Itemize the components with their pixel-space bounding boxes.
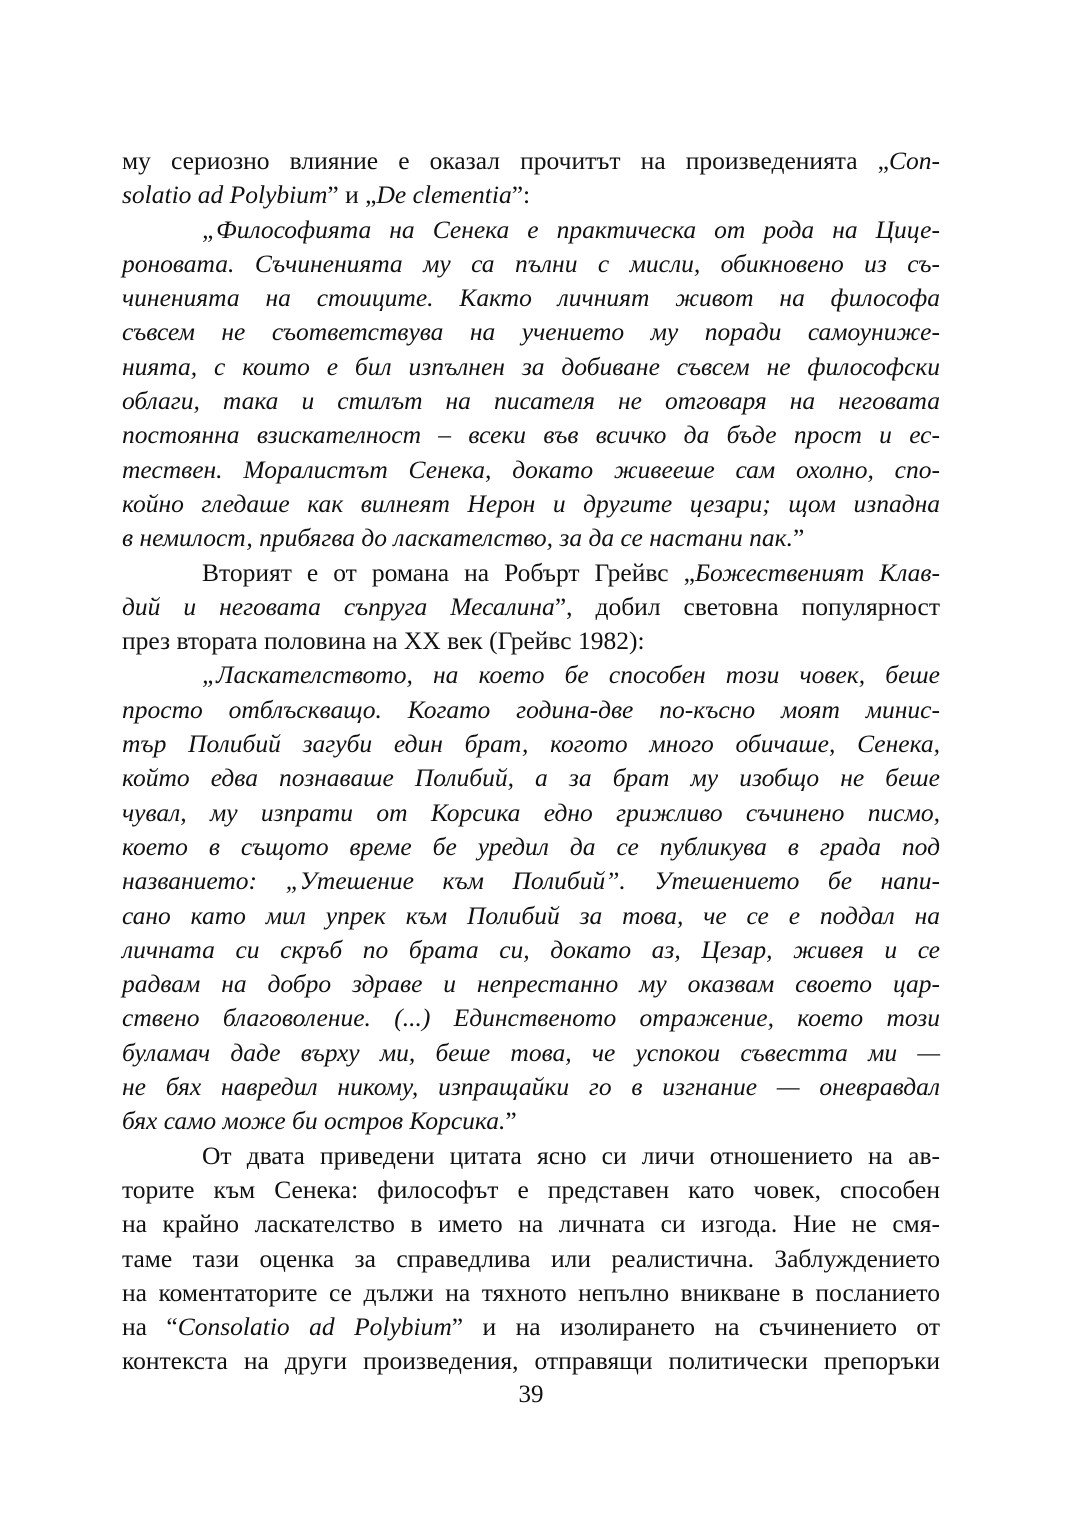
italic-text: ствено благоволение. (...) Единственото отражение, което този xyxy=(122,1003,940,1033)
italic-text: койно гледаше как вилнеят Нерон и другите цезари; щом изпадна xyxy=(122,488,940,518)
italic-text: тествен. Моралистът Сенека, докато живееше сам охолно, спо- xyxy=(122,454,940,484)
italic-text: което в същото време бе уредил да се публикува в града под xyxy=(122,831,940,861)
italic-text: бях само може би остров Корсика. xyxy=(122,1106,506,1136)
italic-text: сано като мил упрек към Полибий за това, че се е поддал на xyxy=(122,900,940,930)
italic-text: чиненията на стоиците. Както личният живот на философа xyxy=(122,283,940,313)
text-line xyxy=(122,521,940,555)
italic-text: тър Полибий загуби един брат, когото много обичаше, Сенека, xyxy=(122,729,940,759)
text-run: през втората половина на XX век (Грейвс 1982): xyxy=(122,626,645,656)
text-line xyxy=(122,864,940,898)
text-line xyxy=(122,967,940,1001)
italic-text: буламач даде върху ми, беше това, че успокои съвестта ми — xyxy=(122,1037,940,1067)
text-line xyxy=(122,727,940,761)
text-line xyxy=(122,144,940,178)
text-line xyxy=(122,693,940,727)
italic-text: чувал, му изпрати от Корсика едно грижливо съчинено писмо, xyxy=(122,797,940,827)
body-text xyxy=(122,144,940,1379)
text-line xyxy=(122,796,940,830)
italic-text: просто отблъскващо. Когато година-две по-късно моят минис- xyxy=(122,694,940,724)
text-line xyxy=(122,1242,940,1276)
italic-text: Con- xyxy=(889,146,940,175)
text-line xyxy=(122,178,940,212)
text-line xyxy=(122,1276,940,1310)
text-line xyxy=(122,487,940,521)
text-run: на “ xyxy=(122,1312,178,1342)
text-line xyxy=(122,899,940,933)
text-line xyxy=(122,1001,940,1035)
text-line xyxy=(122,1104,940,1138)
italic-text: Божественият Клав- xyxy=(694,557,940,587)
text-line xyxy=(122,658,940,692)
italic-text: който едва познаваше Полибий, а за брат му изобщо не беше xyxy=(122,763,940,793)
text-line xyxy=(122,213,940,247)
text-line xyxy=(122,590,940,624)
text-line xyxy=(122,1310,940,1344)
paragraph-intro xyxy=(122,144,940,213)
italic-text: solatio ad Polybium xyxy=(122,180,328,210)
text-run: на крайно ласкателство в името на личната си изгода. Ние не смя- xyxy=(122,1209,940,1239)
italic-text: Consolatio ad Polybium xyxy=(177,1312,452,1342)
text-line xyxy=(122,453,940,487)
text-line xyxy=(122,1070,940,1104)
paragraph-conclusion xyxy=(122,1139,940,1379)
text-run: таме тази оценка за справедлива или реалистична. Заблуждението xyxy=(122,1243,940,1273)
text-run: ” xyxy=(505,1106,517,1136)
text-run: ”, добил световна популярност xyxy=(554,591,940,621)
italic-text: названието: „Утешение към Полибий”. Утешението бе напи- xyxy=(122,866,940,896)
document-page xyxy=(122,0,940,1530)
text-line xyxy=(122,247,940,281)
text-run: ”: xyxy=(511,180,531,210)
text-line xyxy=(122,350,940,384)
text-line xyxy=(122,315,940,349)
text-line xyxy=(122,281,940,315)
italic-text: „Философията на Сенека е практическа от рода на Цице- xyxy=(202,214,940,244)
page-number: 39 xyxy=(518,1381,544,1408)
italic-text: в немилост, прибягва до ласкателство, за да се настани пак. xyxy=(122,523,793,553)
italic-text: De clementia xyxy=(376,180,512,210)
italic-text: облаги, така и стилът на писателя не отговаря на неговата xyxy=(122,386,940,416)
text-line xyxy=(122,830,940,864)
italic-text: не бях навредил никому, изпращайки го в изгнание — оневравдал xyxy=(122,1072,940,1102)
text-line xyxy=(122,384,940,418)
italic-text: радвам на добро здраве и непрестанно му оказвам своето цар- xyxy=(122,969,940,999)
text-run: на коментаторите се дължи на тяхното непълно вникване в посланието xyxy=(122,1277,940,1307)
text-line xyxy=(122,1036,940,1070)
text-line xyxy=(122,933,940,967)
text-run: ” xyxy=(792,523,805,553)
italic-text: постоянна взискателност – всеки във всичко да бъде прост и ес- xyxy=(122,420,940,450)
italic-text: съвсем не съответствува на учението му поради самоунижe- xyxy=(122,317,940,347)
italic-text: дий и неговата съпруга Месалина xyxy=(122,591,555,621)
text-line xyxy=(122,418,940,452)
text-line xyxy=(122,1344,940,1378)
text-line xyxy=(122,1207,940,1241)
text-run: Вторият е от романа на Робърт Грейвс „ xyxy=(202,557,695,587)
text-line xyxy=(122,1139,940,1173)
italic-text: роновата. Съчиненията му са пълни с мисли, обикновено из съ- xyxy=(122,248,940,278)
text-line xyxy=(122,761,940,795)
text-run: му сериозно влияние е оказал прочитът на произведенията „ xyxy=(122,146,889,175)
italic-text: „Ласкателството, на което бе способен този човек, беше xyxy=(202,660,940,690)
text-run: От двата приведени цитата ясно си личи отношението на ав- xyxy=(202,1140,940,1170)
text-run: торите към Сенека: философът е представен като човек, способен xyxy=(122,1174,940,1204)
text-run: ” и „ xyxy=(327,180,377,210)
quote-first xyxy=(122,213,940,556)
text-line xyxy=(122,624,940,658)
text-line xyxy=(122,556,940,590)
quote-second xyxy=(122,658,940,1138)
italic-text: личната си скръб по брата си, докато аз, Цезар, живея и се xyxy=(122,934,940,964)
italic-text: нията, с които е бил изпълнен за добиване съвсем не философски xyxy=(122,351,940,381)
paragraph-second-source xyxy=(122,556,940,659)
text-run: контекста на други произведения, отправящи политически препоръки xyxy=(122,1346,940,1376)
text-line xyxy=(122,1173,940,1207)
text-run: ” и на изолирането на съчинението от xyxy=(451,1312,940,1342)
